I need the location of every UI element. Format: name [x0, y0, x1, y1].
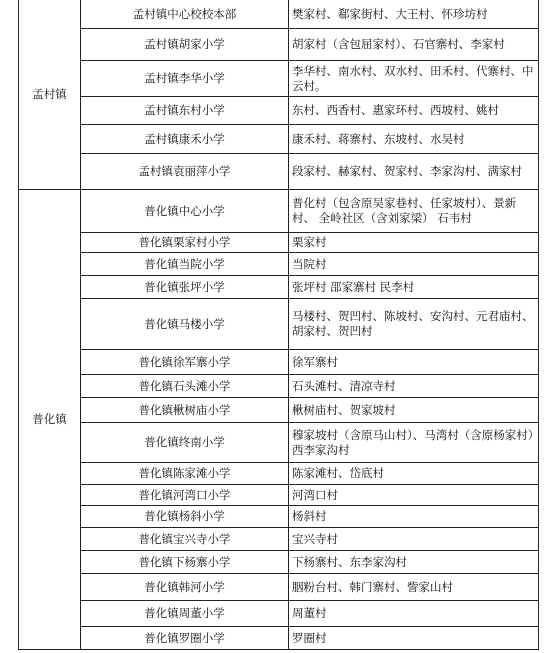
table-row: [19, 233, 539, 253]
villages-cell: 罗圈村: [289, 627, 539, 650]
villages-cell: 胡家村（含包屈家村）、石官寨村、李家村: [289, 29, 539, 61]
school-cell: 普化镇楸树庙小学: [81, 398, 289, 423]
school-cell: 普化镇周董小学: [81, 601, 289, 627]
school-district-table: [18, 0, 539, 650]
table-row: [19, 276, 539, 299]
table-row: [19, 61, 539, 97]
table-row: [19, 528, 539, 551]
school-cell: 普化镇杨斜小学: [81, 506, 289, 528]
school-cell: 孟村镇胡家小学: [81, 29, 289, 61]
school-cell: 普化镇徐军寨小学: [81, 350, 289, 375]
town-cell: 普化镇: [19, 190, 81, 650]
table-row: [19, 253, 539, 276]
table-row: [19, 190, 539, 233]
villages-cell: 胭粉台村、韩门寨村、訾家山村: [289, 574, 539, 601]
table-row: [19, 97, 539, 125]
villages-cell: 李华村、南水村、双水村、田禾村、代寨村、中云村。: [289, 61, 539, 97]
villages-cell: 栗家村: [289, 233, 539, 253]
villages-cell: 河湾口村: [289, 485, 539, 506]
table-row: [19, 154, 539, 190]
school-cell: 孟村镇中心校校本部: [81, 0, 289, 29]
table-row: [19, 506, 539, 528]
school-cell: 孟村镇袁丽萍小学: [81, 154, 289, 190]
school-cell: 孟村镇东村小学: [81, 97, 289, 125]
villages-cell: 楸树庙村、贺家坡村: [289, 398, 539, 423]
table-row: [19, 350, 539, 375]
villages-cell: 宝兴寺村: [289, 528, 539, 551]
villages-cell: 陈家滩村、岱底村: [289, 463, 539, 485]
school-cell: 普化镇下杨寨小学: [81, 551, 289, 574]
school-cell: 普化镇马楼小学: [81, 299, 289, 350]
school-cell: 普化镇终南小学: [81, 423, 289, 463]
villages-cell: 徐军寨村: [289, 350, 539, 375]
table-row: [19, 423, 539, 463]
villages-cell: 穆家坡村（含原马山村）、马湾村（含原杨家村）西李家沟村: [289, 423, 539, 463]
school-cell: 普化镇当院小学: [81, 253, 289, 276]
school-cell: 普化镇韩河小学: [81, 574, 289, 601]
table-row: [19, 485, 539, 506]
school-cell: 普化镇宝兴寺小学: [81, 528, 289, 551]
school-cell: 孟村镇康禾小学: [81, 125, 289, 154]
table-row: [19, 463, 539, 485]
table-row: [19, 627, 539, 650]
school-cell: 普化镇河湾口小学: [81, 485, 289, 506]
villages-cell: 张坪村 邵家寨村 民李村: [289, 276, 539, 299]
villages-cell: 康禾村、蒋寨村、东坡村、水吴村: [289, 125, 539, 154]
school-cell: 普化镇栗家村小学: [81, 233, 289, 253]
villages-cell: 杨斜村: [289, 506, 539, 528]
villages-cell: 普化村（包含原吴家巷村、任家坡村）、景新村、 全岭社区（含刘家梁） 石韦村: [289, 190, 539, 233]
table-row: [19, 0, 539, 29]
table-row: [19, 375, 539, 398]
table-row: [19, 574, 539, 601]
school-cell: 普化镇张坪小学: [81, 276, 289, 299]
villages-cell: 樊家村、郗家街村、大王村、怀珍坊村: [289, 0, 539, 29]
table-row: [19, 125, 539, 154]
town-cell: 孟村镇: [19, 0, 81, 190]
table-row: [19, 551, 539, 574]
school-cell: 普化镇陈家滩小学: [81, 463, 289, 485]
villages-cell: 石头滩村、清凉寺村: [289, 375, 539, 398]
villages-cell: 周董村: [289, 601, 539, 627]
villages-cell: 当院村: [289, 253, 539, 276]
school-cell: 普化镇中心小学: [81, 190, 289, 233]
table-row: [19, 601, 539, 627]
table-row: [19, 299, 539, 350]
villages-cell: 段家村、赫家村、贺家村、李家沟村、满家村: [289, 154, 539, 190]
school-cell: 普化镇罗圈小学: [81, 627, 289, 650]
table-row: [19, 398, 539, 423]
school-cell: 普化镇石头滩小学: [81, 375, 289, 398]
school-cell: 孟村镇李华小学: [81, 61, 289, 97]
villages-cell: 下杨寨村、东李家沟村: [289, 551, 539, 574]
table-row: [19, 29, 539, 61]
villages-cell: 马楼村、贺凹村、陈坡村、安沟村、元君庙村、胡家村、贺凹村: [289, 299, 539, 350]
villages-cell: 东村、西香村、惠家环村、西坡村、姚村: [289, 97, 539, 125]
